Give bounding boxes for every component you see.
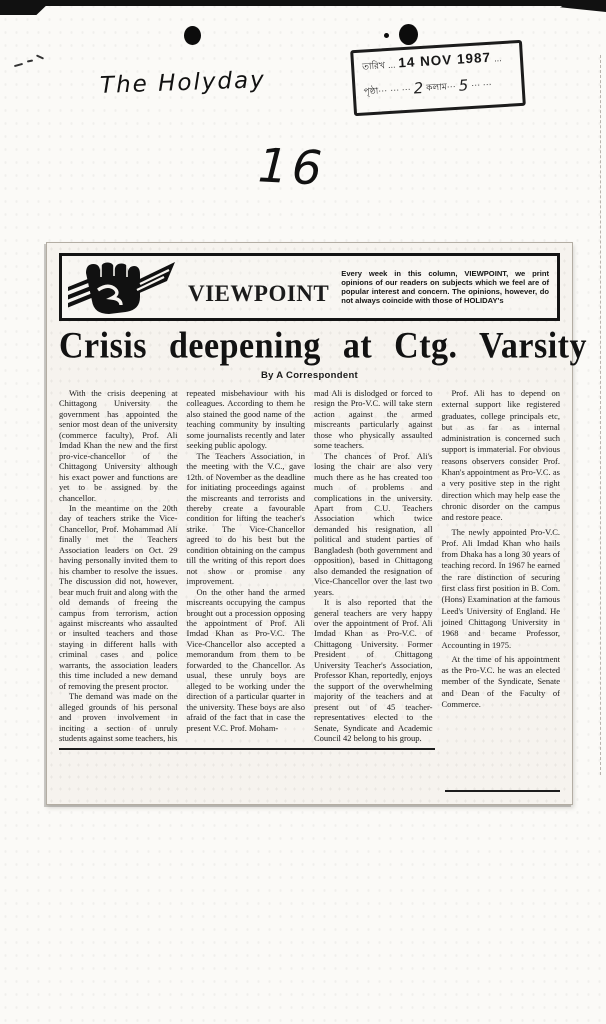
ink-dot (399, 24, 418, 45)
article-headline: Crisis deepening at Ctg. Varsity (59, 326, 587, 366)
stamp-page-label: পৃষ্ঠা··· (363, 85, 388, 97)
paragraph: Prof. Ali has to depend on external support like registered graduates, college principals etc, but as far as internal administration is concerned such support is immaterial. For obvious reasons observers consider Prof. Khan's appointment as Pro-V.C. as a very positive step in the right direction which may help ease the chronic disorder on the campus and restore peace. (441, 388, 560, 523)
stamp-dots: ··· ··· (389, 83, 411, 95)
scan-corner-mark-left (0, 0, 52, 15)
clipping-bottom-rule-right (445, 790, 561, 792)
stamp-page-value: 2 (413, 78, 424, 98)
article-column-2 (187, 388, 306, 743)
paragraph: The chances of Prof. Ali's losing the chair are also very much there as he has created too much of problems and complications in the university. Apart from C.U. Teachers Association which twice demanded his resignation, all political and student parties of Bangladesh (both government and opposition), based in Chittagong also demanded the resignation of Vice-Chancellor over the last two years. (314, 450, 433, 597)
stamp-dots: ... (493, 53, 502, 64)
scan-edge-right (600, 55, 601, 775)
handwritten-page-number: 16 (256, 138, 328, 197)
article-column-4 (442, 388, 561, 743)
paragraph: mad Ali is dislodged or forced to resign the Pro-V.C. will take stern action against the armed miscreants particularly against those who physically assaulted some teachers. (314, 388, 433, 451)
masthead-description: Every week in this column, VIEWPOINT, we print opinions of our readers on subjects which we feel are of popular interest and concern. The opinions, however, do not always coincide with those of HOLIDAY's (341, 268, 549, 306)
scan-edge-top (0, 0, 606, 6)
ink-dot (184, 26, 201, 45)
stamp-dots: ... (387, 59, 396, 71)
newspaper-clipping (46, 242, 587, 805)
fist-holding-pen-icon (64, 257, 182, 317)
paragraph: With the crisis deepening at Chittagong University the government has appointed the senior most dean of the university (commerce faculty), Prof. Ali Imdad Khan the new and the first pro-vice-chancellor of the Chittagong University although his exact power and functions are yet to be assigned by the chancellor. (59, 388, 178, 503)
article-byline: By A Correspondent (260, 370, 359, 381)
paragraph: It is also reported that the general teachers are very happy over the appointment of Prof. Ali Imdad Khan as Pro-V.C. of Chittagong University. Former President of Chittagong University Teacher's Association, Professor Khan, reportedly, enjoys the support of the overwhelming majority of the teachers and at present out of 45 teacher-representatives elected to the Senate, Syndicate and Academic Council 42 belong to his group. (314, 597, 433, 743)
archive-date-stamp (350, 40, 526, 116)
handwritten-publication-name: The Holyday (99, 67, 267, 99)
stamp-date-line (362, 48, 513, 74)
viewpoint-masthead (59, 253, 560, 321)
paragraph: The demand was made on the alleged grounds of his personal and proven involvement in inciting a section of unruly students against some teachers, his (59, 691, 178, 743)
paragraph: repeated misbehaviour with his colleagues. According to them he also stained the good name of the teaching community by insulting some journalists recently and later seeking public apology. (186, 388, 305, 451)
stamp-column-value: 5 (458, 76, 469, 95)
paragraph: In the meantime on the 20th day of teachers strike the Vice-Chancellor, Prof. Mohammad Ali finally met the Teachers Association leaders on Oct. 29 having personally invited them to his chamber to resolve the issues. The discussion did not, however, bear much fruit and along with the old demands of freeing the campus from terrorism, action against miscreants who assaulted or insulted teachers and those staying in different halls with criminal cases and police warrants, the association leaders this time included a new demand of removing the present proctor. (59, 502, 178, 691)
paragraph: The Teachers Association, in the meeting with the V.C., gave 12th. of November as the deadline for initiating proceedings against the miscreants and terrorists and thereby create a favourable condition for lifting the teacher's strike. The Vice-Chancellor agreed to do his best but the condition obtaining on the campus till the writing of this report does not show or promise any improvement. (186, 450, 305, 587)
stamp-dots: ··· ··· (470, 78, 493, 90)
article-body (59, 388, 560, 743)
article-column-3 (314, 388, 433, 743)
masthead-title: VIEWPOINT (188, 281, 330, 306)
stamp-date-value: 14 NOV 1987 (397, 49, 492, 71)
stamp-page-line (363, 71, 514, 99)
ink-dot (384, 33, 389, 38)
clipping-bottom-rule (59, 748, 435, 750)
paragraph: The newly appointed Pro-V.C. Prof. Ali Imdad Khan who hails from Dhaka has a long 30 years of teaching record. In 1967 he earned the rare distinction of securing first class first position in B. Com. (Hons) Examination at the famous Leed's University of England. He joined Chittagong University in 1968 and became Professor, Accounting in 1975. (441, 526, 560, 650)
stamp-column-label: কলাম··· (425, 80, 457, 93)
article-column-1 (59, 388, 178, 743)
paragraph: At the time of his appointment as the Pro-V.C. he was an elected member of the Syndicate, Senate and Dean of the Faculty of Commerce. (441, 653, 560, 710)
paragraph: On the other hand the armed miscreants occupying the campus brought out a procession opposing the appointment of Prof. Ali Imdad Khan as Pro-V.C. The Vice-Chancellor also accepted a memorandum from them to be forwarded to the Chancellor. As usual, these unruly boys are alleged to be working under the direction of a particular quarter in the university. These boys are also afraid of the fact that in case the present V.C. Prof. Moham- (186, 586, 305, 733)
stamp-date-label: তারিখ (361, 60, 386, 72)
pencil-scribble (14, 56, 48, 74)
